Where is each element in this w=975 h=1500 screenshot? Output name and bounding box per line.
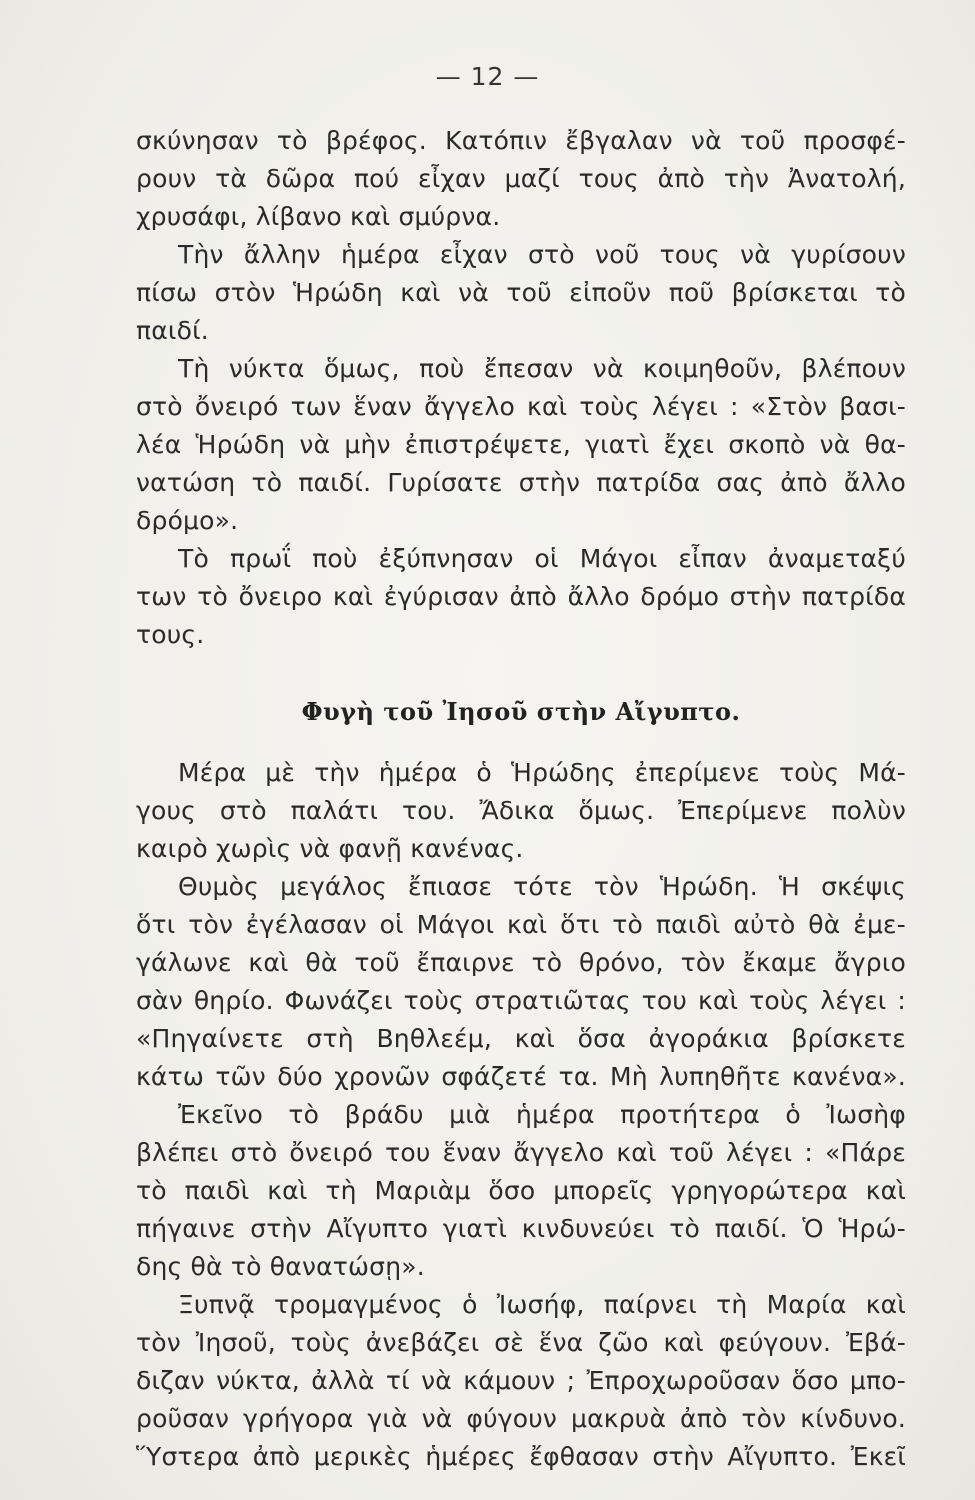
text-line: τὸν Ἰησοῦ, τοὺς ἀνεβάζει σὲ ἕνα ζῶο καὶ φεύγουν. Ἐβά- [136, 1328, 906, 1357]
text-line: των τὸ ὄνειρο καὶ ἐγύρισαν ἀπὸ ἄλλο δρόμο στὴν πατρίδα [136, 582, 906, 611]
text-line: Ἐκεῖνο τὸ βράδυ μιὰ ἡμέρα προτήτερα ὁ Ἰωσὴφ [178, 1100, 906, 1129]
text-line: παιδί. [136, 316, 209, 345]
text-line: «Πηγαίνετε στὴ Βηθλεέμ, καὶ ὅσα ἀγοράκια βρίσκετε [136, 1024, 906, 1053]
text-line: πίσω στὸν Ἡρώδη καὶ νὰ τοῦ εἰποῦν ποῦ βρίσκεται τὸ [136, 278, 906, 307]
text-line: γους στὸ παλάτι του. Ἄδικα ὅμως. Ἐπερίμενε πολὺν [136, 796, 906, 825]
page-number: — 12 — [435, 62, 540, 91]
text-line: Τὴν ἄλλην ἡμέρα εἶχαν στὸ νοῦ τους νὰ γυρίσουν [178, 240, 906, 269]
text-line: λέα Ἡρώδη νὰ μὴν ἐπιστρέψετε, γιατὶ ἔχει σκοπὸ νὰ θα- [136, 430, 906, 459]
text-line: ὅτι τὸν ἐγέλασαν οἱ Μάγοι καὶ ὅτι τὸ παιδὶ αὐτὸ θὰ ἐμε- [136, 910, 906, 939]
text-line: τους. [136, 620, 205, 649]
text-line: στὸ ὄνειρό των ἕναν ἄγγελο καὶ τοὺς λέγει : «Στὸν βασι- [136, 392, 906, 421]
text-line: κάτω τῶν δύο χρονῶν σφάζετέ τα. Μὴ λυπηθῆτε κανένα». [136, 1062, 906, 1091]
text-line: χρυσάφι, λίβανο καὶ σμύρνα. [136, 202, 501, 231]
text-line: δης θὰ τὸ θανατώσῃ». [136, 1252, 425, 1281]
text-line: Τὴ νύκτα ὅμως, ποὺ ἔπεσαν νὰ κοιμηθοῦν, βλέπουν [178, 354, 906, 383]
text-line: ροῦσαν γρήγορα γιὰ νὰ φύγουν μακρυὰ ἀπὸ τὸν κίνδυνο. [136, 1404, 906, 1433]
text-line: τὸ παιδὶ καὶ τὴ Μαριὰμ ὅσο μπορεῖς γρηγορώτερα καὶ [136, 1176, 906, 1205]
text-line: σκύνησαν τὸ βρέφος. Κατόπιν ἔβγαλαν νὰ τοῦ προσφέ- [136, 126, 906, 155]
text-line: σὰν θηρίο. Φωνάζει τοὺς στρατιῶτας του καὶ τοὺς λέγει : [136, 986, 906, 1015]
text-line: Μέρα μὲ τὴν ἡμέρα ὁ Ἡρώδης ἐπερίμενε τοὺς Μά- [178, 758, 906, 787]
text-line: πήγαινε στὴν Αἴγυπτο γιατὶ κινδυνεύει τὸ παιδί. Ὁ Ἡρώ- [136, 1214, 906, 1243]
text-line: Ὕστερα ἀπὸ μερικὲς ἡμέρες ἔφθασαν στὴν Αἴγυπτο. Ἐκεῖ [136, 1442, 906, 1471]
body-text [136, 122, 906, 1476]
section-heading: Φυγὴ τοῦ Ἰησοῦ στὴν Αἴγυπτο. [301, 697, 741, 726]
text-line: καιρὸ χωρὶς νὰ φανῇ κανένας. [136, 834, 524, 863]
section-magi-return [136, 122, 906, 654]
text-line: βλέπει στὸ ὄνειρό του ἕναν ἄγγελο καὶ τοῦ λέγει : «Πάρε [136, 1138, 906, 1167]
text-line: διζαν νύκτα, ἀλλὰ τί νὰ κάμουν ; Ἐπροχωροῦσαν ὅσο μπο- [136, 1366, 906, 1395]
text-line: γάλωνε καὶ θὰ τοῦ ἔπαιρνε τὸ θρόνο, τὸν ἔκαμε ἄγριο [136, 948, 906, 977]
text-line: νατώση τὸ παιδί. Γυρίσατε στὴν πατρίδα σας ἀπὸ ἄλλο [136, 468, 906, 497]
text-line: δρόμο». [136, 506, 239, 535]
text-line: Θυμὸς μεγάλος ἔπιασε τότε τὸν Ἡρώδη. Ἡ σκέψις [178, 872, 906, 901]
text-line: Ξυπνᾷ τρομαγμένος ὁ Ἰωσήφ, παίρνει τὴ Μαρία καὶ [178, 1290, 906, 1319]
text-line: ρουν τὰ δῶρα πού εἶχαν μαζί τους ἀπὸ τὴν Ἀνατολή, [136, 164, 906, 193]
text-line: Τὸ πρωΐ ποὺ ἐξύπνησαν οἱ Μάγοι εἶπαν ἀναμεταξύ [178, 544, 906, 573]
section-flight-to-egypt [136, 754, 906, 1476]
